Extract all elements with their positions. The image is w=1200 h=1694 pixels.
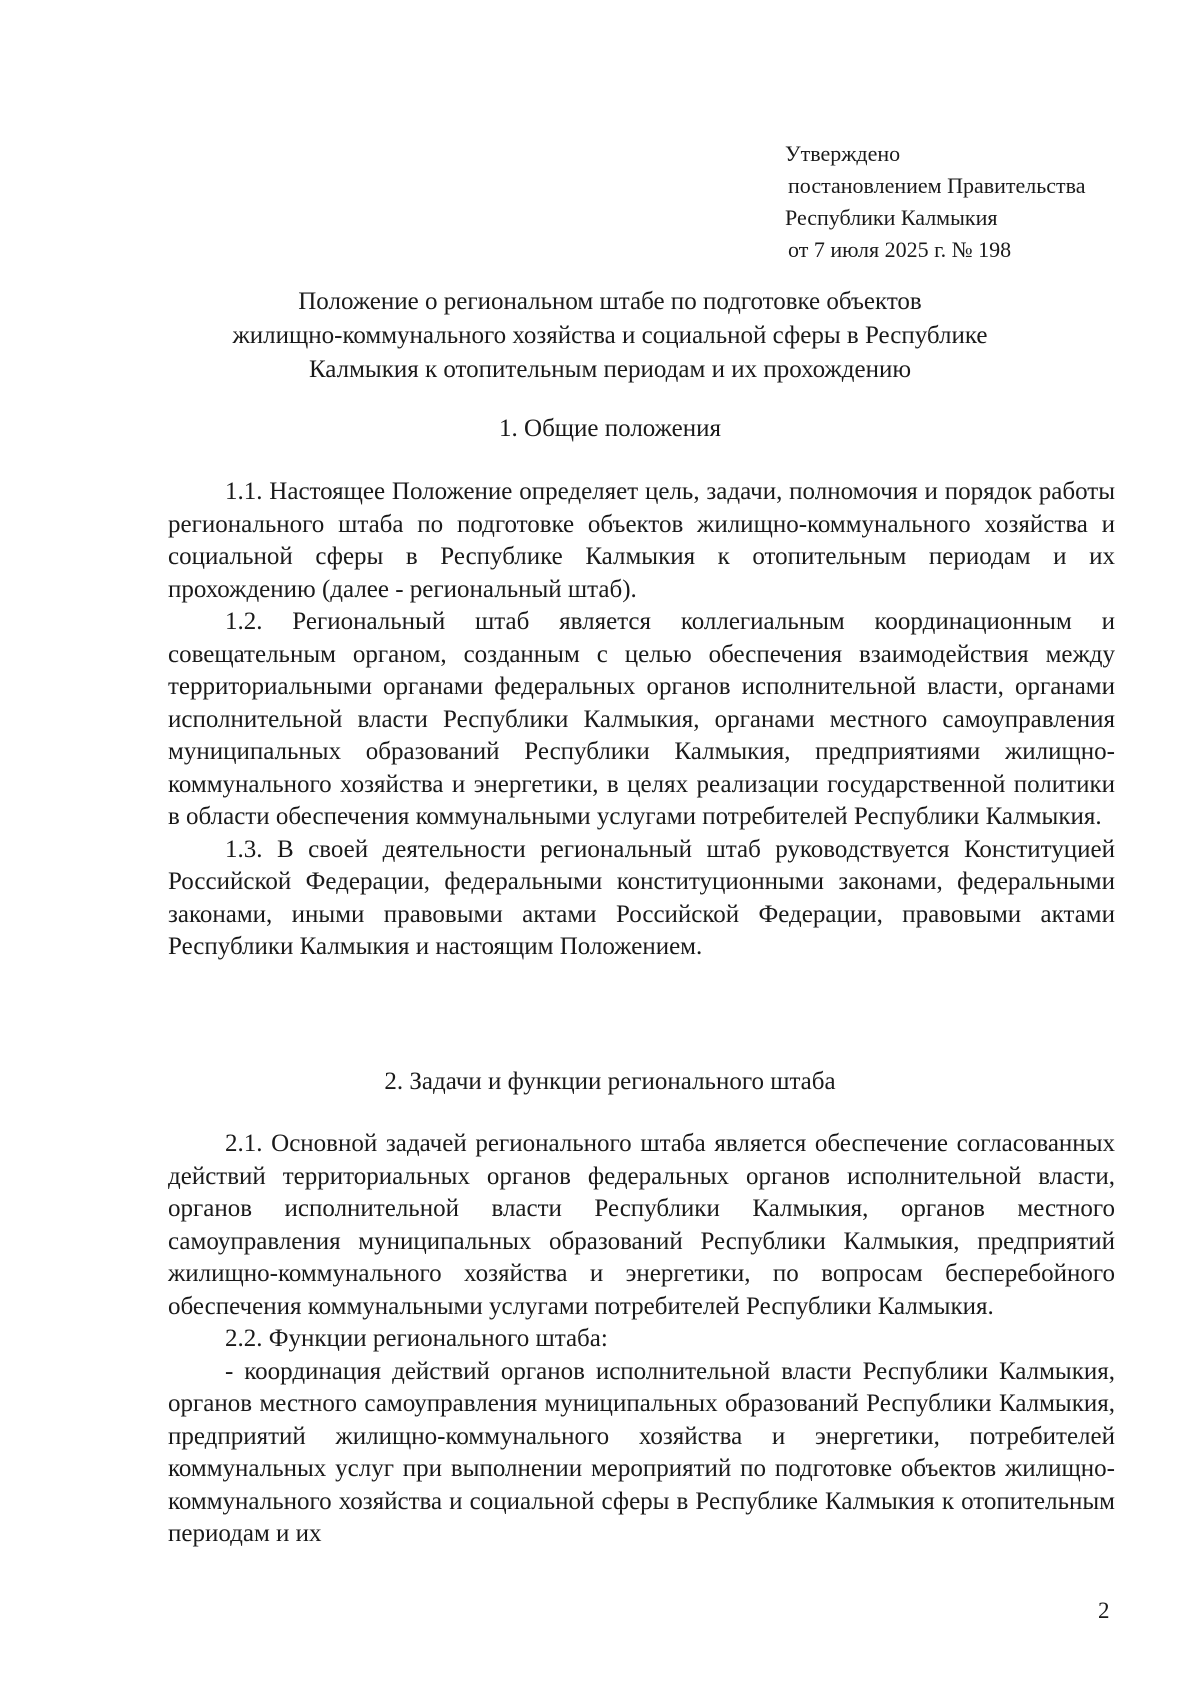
paragraph-2-2: 2.2. Функции регионального штаба: xyxy=(225,1325,608,1352)
approval-line-3: Республики Калмыкия xyxy=(785,205,998,230)
title-line-1: Положение о региональном штабе по подготовке объектов xyxy=(298,288,922,315)
paragraph-1-2: 1.2. Региональный штаб является коллегиальным координационным и совещательным органом, созданным с целью обеспечения взаимодействия между территориальными органами федеральных органов исполнительной власти, органами исполнительной власти Республики Калмыкия, органами местного самоуправления муниципальных образований Республики Калмыкия, предприятиями жилищно-коммунального хозяйства и энергетики, в целях реализации государственной политики в области обеспечения коммунальными услугами потребителей Республики Калмыкия. xyxy=(168,608,1115,830)
paragraph-2-1: 2.1. Основной задачей регионального штаба является обеспечение согласованных действий территориальных органов федеральных органов исполнительной власти, органов исполнительной власти Республики Калмыкия, органов местного самоуправления муниципальных образований Республики Калмыкия, предприятий жилищно-коммунального хозяйства и энергетики, по вопросам бесперебойного обеспечения коммунальными услугами потребителей Республики Калмыкия. xyxy=(168,1130,1115,1320)
section-2-body xyxy=(168,1128,1115,1551)
paragraph-2-2-item-1: - координация действий органов исполнительной власти Республики Калмыкия, органов местного самоуправления муниципальных образований Республики Калмыкия, предприятий жилищно-коммунального хозяйства и энергетики, потребителей коммунальных услуг при выполнении мероприятий по подготовке объектов жилищно-коммунального хозяйства и социальной сферы в Республике Калмыкия к отопительным периодам и их xyxy=(168,1357,1115,1547)
section-2-heading: 2. Задачи и функции регионального штаба xyxy=(384,1068,836,1095)
approval-line-4: от 7 июля 2025 г. № 198 xyxy=(788,237,1012,262)
section-1-heading: 1. Общие положения xyxy=(499,415,721,442)
section-1-body xyxy=(168,476,1115,964)
page-number: 2 xyxy=(1098,1598,1110,1623)
approval-line-2: постановлением Правительства xyxy=(788,173,1086,198)
document-title xyxy=(170,285,1050,387)
approval-line-1: Утверждено xyxy=(785,141,901,166)
title-line-2: жилищно-коммунального хозяйства и социальной сферы в Республике xyxy=(232,322,988,349)
paragraph-1-3: 1.3. В своей деятельности региональный штаб руководствуется Конституцией Российской Федерации, федеральными конституционными законами, федеральными законами, иными правовыми актами Российской Федерации, правовыми актами Республики Калмыкия и настоящим Положением. xyxy=(168,835,1115,960)
approval-stamp xyxy=(785,138,1086,266)
title-line-3: Калмыкия к отопительным периодам и их прохождению xyxy=(308,356,912,383)
paragraph-1-1: 1.1. Настоящее Положение определяет цель, задачи, полномочия и порядок работы регионального штаба по подготовке объектов жилищно-коммунального хозяйства и социальной сферы в Республике Калмыкия к отопительным периодам и их прохождению (далее - региональный штаб). xyxy=(168,478,1115,603)
